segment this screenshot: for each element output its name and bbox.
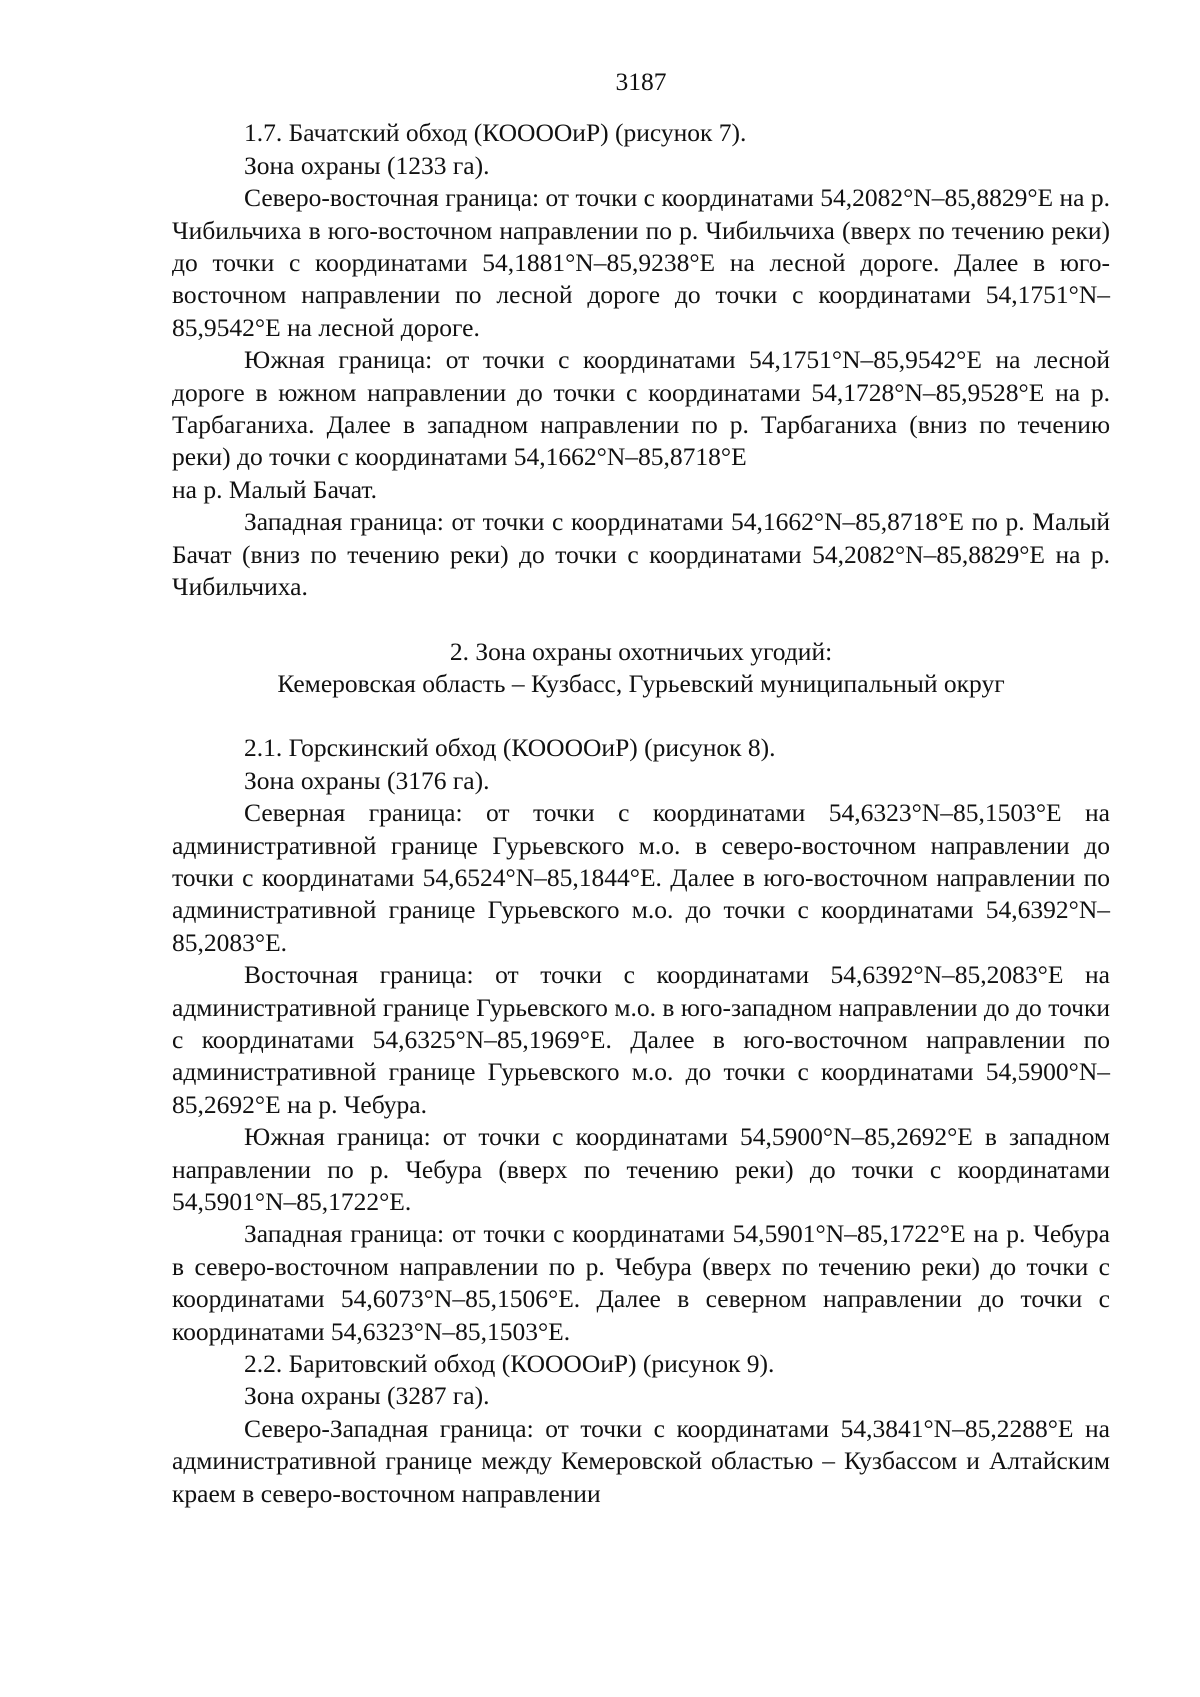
section-1-7-zone: Зона охраны (1233 га). xyxy=(244,150,490,180)
spacer xyxy=(172,700,1110,732)
section-1-7-title: 1.7. Бачатский обход (КООООиР) (рисунок 7). xyxy=(244,118,747,148)
section-2-1-title: 2.1. Горскинский обход (КООООиР) (рисунок 8). xyxy=(244,733,776,763)
document-page xyxy=(172,66,1110,1510)
page-number: 3187 xyxy=(615,67,667,96)
section-2-2-zone: Зона охраны (3287 га). xyxy=(244,1381,490,1411)
section-1-7-west-border: Западная граница: от точки с координатами 54,1662°N–85,8718°E по р. Малый Бачат (вниз по течению реки) до точки с координатами 54,2082°N–85,8829°E на р. Чибильчиха. xyxy=(172,507,1110,602)
section-2-1-zone: Зона охраны (3176 га). xyxy=(244,765,490,795)
section-2-2-northwest-border: Северо-Западная граница: от точки с координатами 54,3841°N–85,2288°E на административной границе между Кемеровской областью – Кузбассом и Алтайским краем в северо-восточном направлении xyxy=(172,1413,1110,1508)
spacer xyxy=(172,604,1110,636)
section-1-7-south-border-end: на р. Малый Бачат. xyxy=(172,474,377,504)
section-2-1-west-border: Западная граница: от точки с координатами 54,5901°N–85,1722°E на р. Чебура в северо-восточном направлении по р. Чебура (вверх по течению реки) до точки с координатами 54,6073°N–85,1506°E. Далее в северном направлении до точки с координатами 54,6323°N–85,1503°E. xyxy=(172,1219,1110,1346)
section-2-subheading: Кемеровская область – Кузбасс, Гурьевский муниципальный округ xyxy=(277,668,1005,698)
section-2-heading: 2. Зона охраны охотничьих угодий: xyxy=(449,636,833,666)
section-2-1-north-border: Северная граница: от точки с координатами 54,6323°N–85,1503°E на административной границе Гурьевского м.о. в северо-восточном направлении до точки с координатами 54,6524°N–85,1844°E. Далее в юго-восточном направлении по административной границе Гурьевского м.о. до точки с координатами 54,6392°N–85,2083°E. xyxy=(172,798,1110,957)
section-1-7-south-border: Южная граница: от точки с координатами 54,1751°N–85,9542°E на лесной дороге в южном направлении до точки с координатами 54,1728°N–85,9528°E на р. Тарбаганиха. Далее в западном направлении по р. Тарбаганиха (вниз по течению реки) до точки с координатами 54,1662°N–85,8718°E xyxy=(172,345,1110,472)
section-2-1-east-border: Восточная граница: от точки с координатами 54,6392°N–85,2083°E на административной границе Гурьевского м.о. в юго-западном направлении до до точки с координатами 54,6325°N–85,1969°E. Далее в юго-восточном направлении по административной границе Гурьевского м.о. до точки с координатами 54,5900°N–85,2692°E на р. Чебура. xyxy=(172,960,1110,1119)
section-1-7-northeast-border: Северо-восточная граница: от точки с координатами 54,2082°N–85,8829°E на р. Чибильчиха в юго-восточном направлении по р. Чибильчиха (вверх по течению реки) до точки с координатами 54,1881°N–85,9238°E на лесной дороге. Далее в юго-восточном направлении по лесной дороге до точки с координатами 54,1751°N–85,9542°E на лесной дороге. xyxy=(172,183,1110,342)
section-2-1-south-border: Южная граница: от точки с координатами 54,5900°N–85,2692°E в западном направлении по р. Чебура (вверх по течению реки) до точки с координатами 54,5901°N–85,1722°E. xyxy=(172,1122,1110,1216)
section-2-2-title: 2.2. Баритовский обход (КООООиР) (рисунок 9). xyxy=(244,1349,775,1379)
